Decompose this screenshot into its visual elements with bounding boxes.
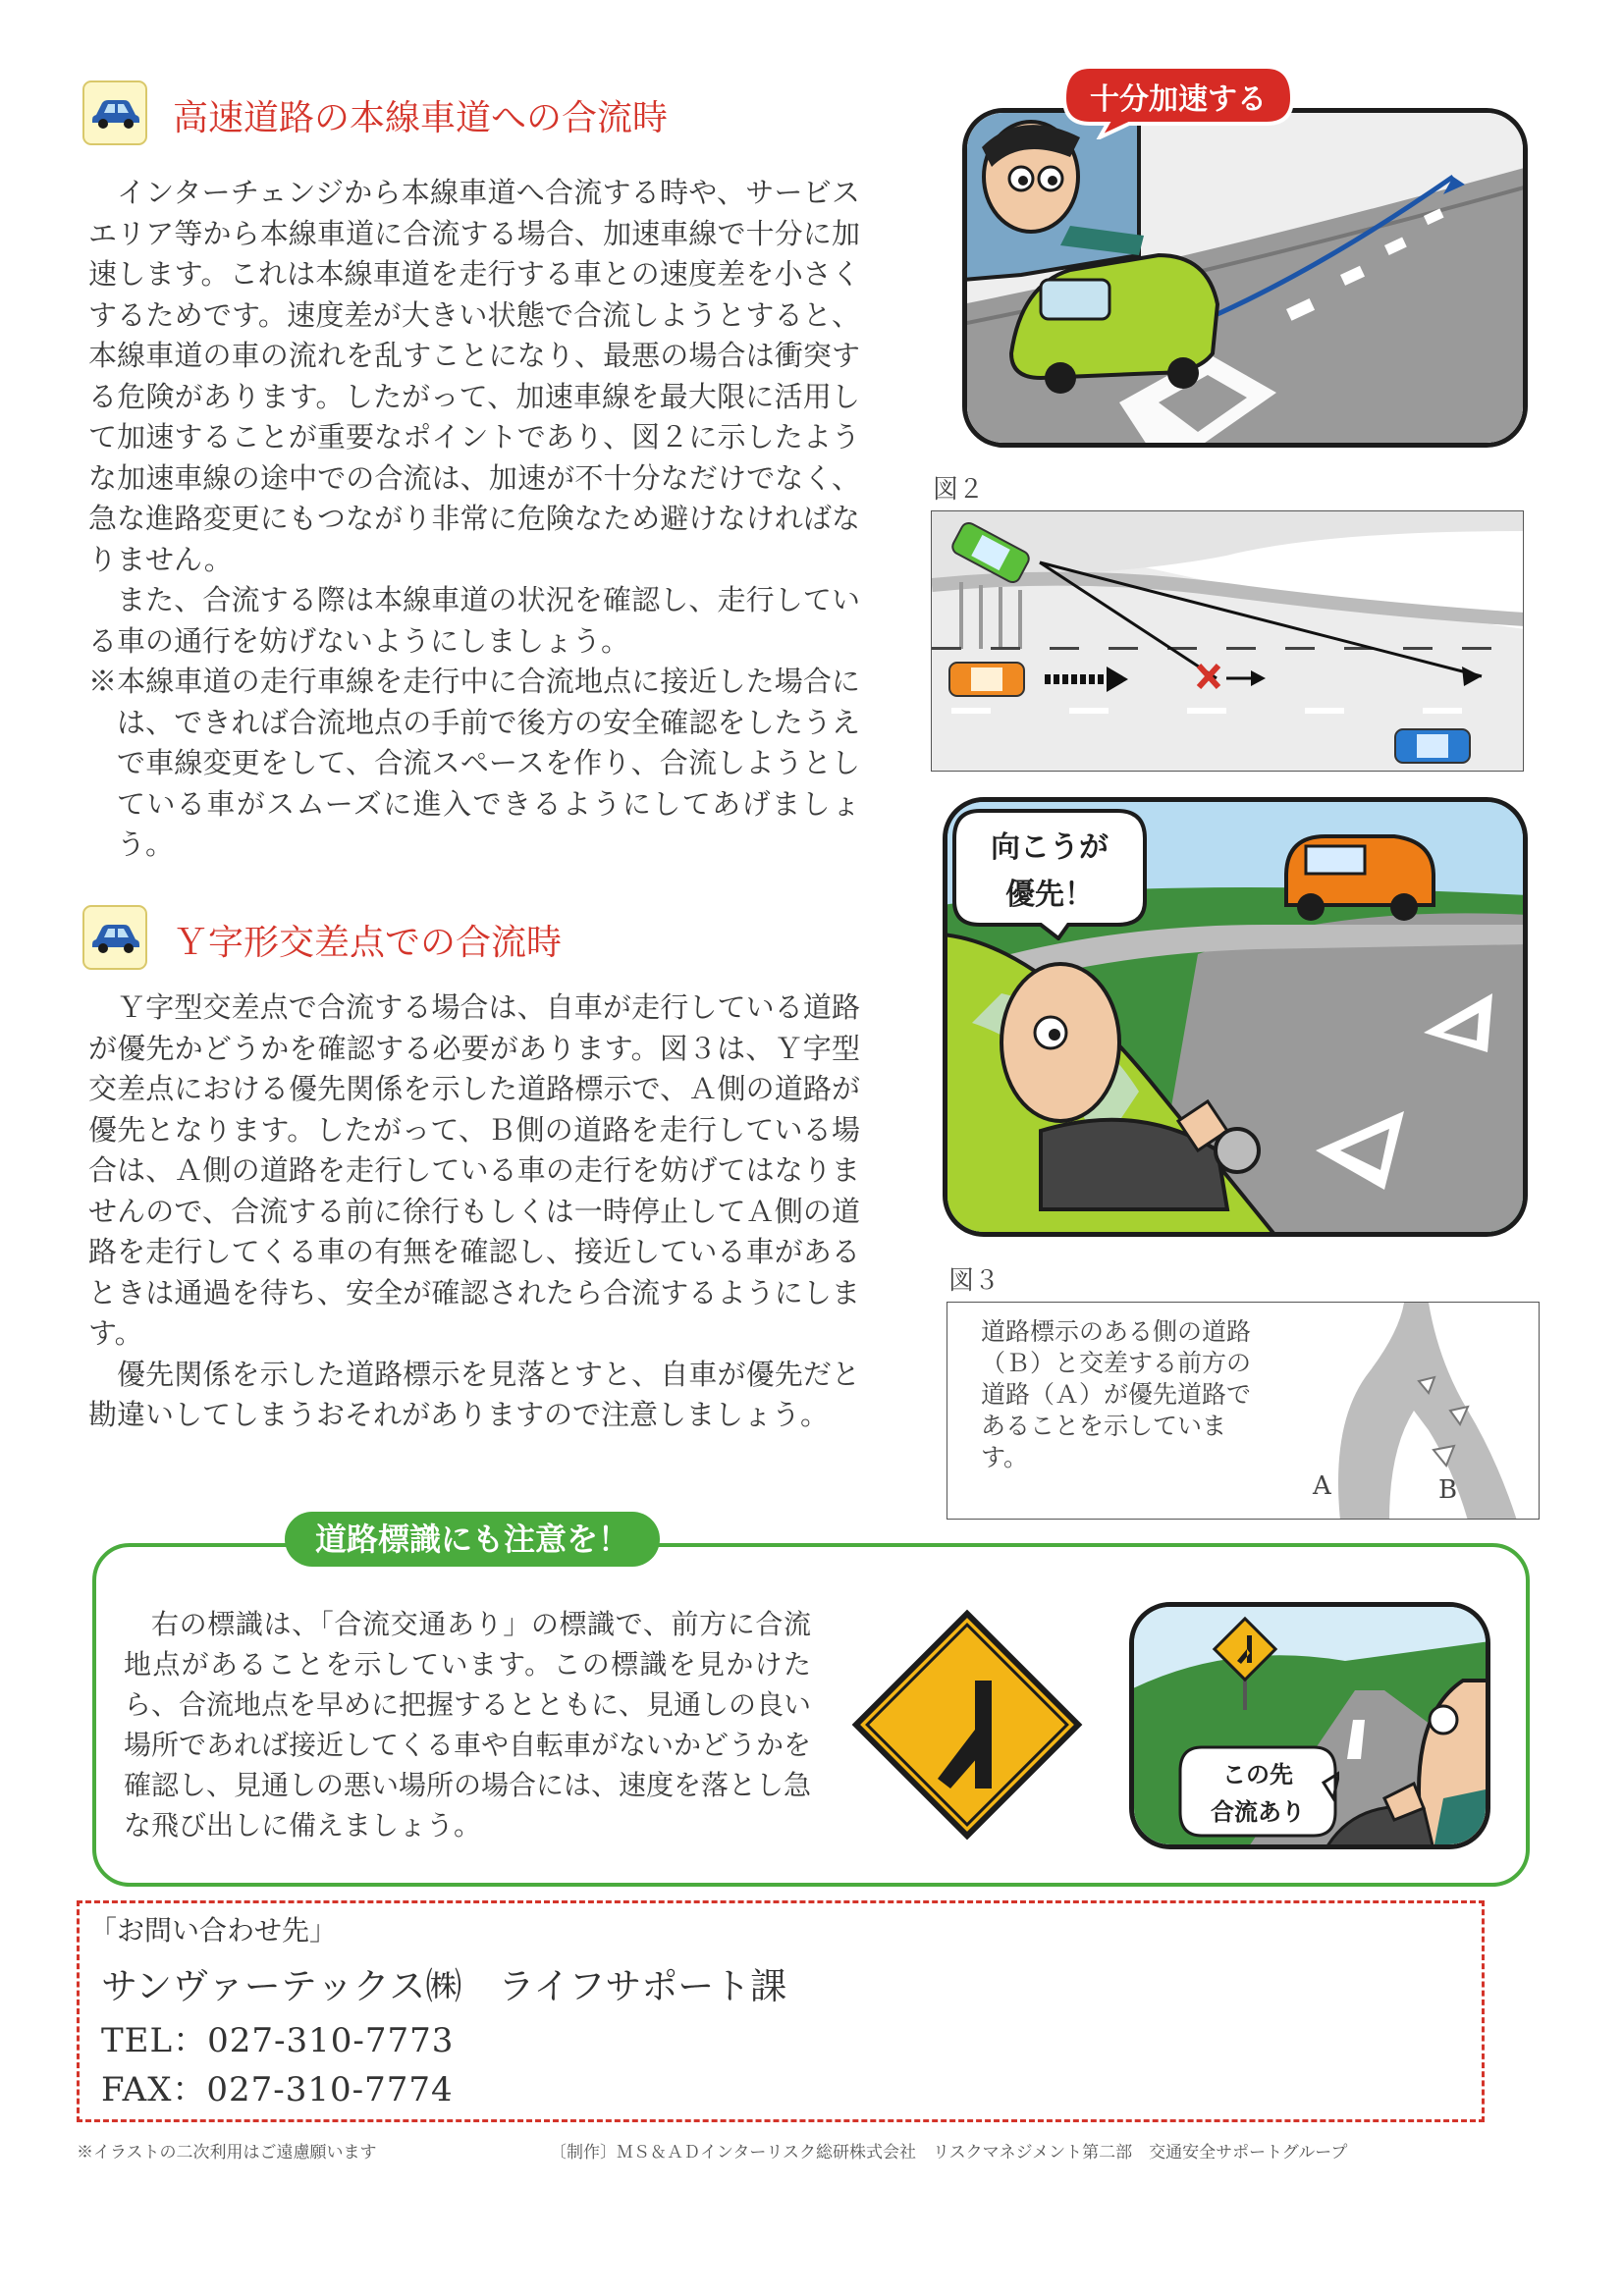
section2-body bbox=[88, 988, 860, 1436]
priority-bubble-line-1: 向こうが bbox=[991, 830, 1109, 865]
road-sign-notice-tab: 道路標識にも注意を！ bbox=[285, 1512, 660, 1567]
road-a-label: A bbox=[1313, 1471, 1331, 1501]
contact-company: サンヴァーテックス㈱ ライフサポート課 bbox=[101, 1965, 787, 2007]
road-b-label: B bbox=[1438, 1475, 1458, 1505]
merging-traffic-sign bbox=[844, 1602, 1090, 1847]
figure3-y-intersection-diagram bbox=[947, 1302, 1540, 1520]
section1-paragraph-1: インターチェンジから本線車道へ合流する時や、サービスエリア等から本線車道に合流する場合、加速車線で十分に加速します。これは本線車道を走行する車との速度差を小さくするためです。速度差が大きい状態で合流しようとすると、本線車道の車の流れを乱すことになり、最悪の場合は衝突する危険があります。したがって、加速車線を最大限に活用して加速することが重要なポイントであり、図２に示したような加速車線の途中での合流は、加速が不十分なだけでなく、急な進路変更にもつながり非常に危険なため避けなければなりません。 bbox=[88, 176, 860, 576]
priority-speech-bubble bbox=[950, 807, 1149, 940]
contact-fax: FAX：027-310-7774 bbox=[101, 2070, 454, 2109]
section1-title: 高速道路の本線車道への合流時 bbox=[173, 98, 669, 138]
section1-car-icon bbox=[82, 80, 147, 145]
accelerate-bubble-text: 十分加速する bbox=[1090, 82, 1267, 117]
contact-heading: 「お問い合わせ先」 bbox=[89, 1914, 338, 1947]
figure2-merge-diagram bbox=[931, 510, 1524, 772]
figure3-label: 図３ bbox=[948, 1266, 1001, 1296]
section2-title: Ｙ字形交差点での合流時 bbox=[173, 923, 563, 963]
merge-ahead-bubble-line-2: 合流あり bbox=[1211, 1798, 1305, 1826]
contact-phone: TEL：027-310-7773 bbox=[101, 2021, 455, 2060]
section2-car-icon bbox=[82, 905, 147, 970]
merge-ahead-speech-bubble bbox=[1176, 1743, 1339, 1842]
section1-paragraph-2: また、合流する際は本線車道の状況を確認し、走行している車の通行を妨げないようにしましょう。 bbox=[88, 583, 860, 658]
road-sign-notice-text: 右の標識は、「合流交通あり」の標識で、前方に合流地点があることを示しています。この標識を見かけたら、合流地点を早めに把握するとともに、見通しの良い場所であれば接近してくる車や自転車がないかどうかを確認し、見通しの悪い場所の場合には、速度を落とし急な飛び出しに備えましょう。 bbox=[124, 1608, 812, 1842]
merge-ahead-bubble-line-1: この先 bbox=[1222, 1761, 1293, 1789]
footer-producer-credit: 〔制作〕ＭＳ＆ＡＤインターリスク総研株式会社 リスクマネジメント第二部 交通安全サポートグループ bbox=[550, 2143, 1348, 2163]
footer-illustration-notice: ※イラストの二次利用はご遠慮願います bbox=[77, 2143, 377, 2163]
section2-paragraph-1: Ｙ字型交差点で合流する場合は、自車が走行している道路が優先かどうかを確認する必要があります。図３は、Ｙ字型交差点における優先関係を示した道路標示で、Ａ側の道路が優先となります。したがって、Ｂ側の道路を走行している場合は、Ａ側の道路を走行している車の走行を妨げてはなりませんので、合流する前に徐行もしくは一時停止してＡ側の道路を走行してくる車の有無を確認し、接近している車があるときは通過を待ち、安全が確認されたら合流するようにします。 bbox=[88, 990, 860, 1350]
figure2-label: 図２ bbox=[933, 475, 985, 505]
figure3-caption: 道路標示のある側の道路（Ｂ）と交差する前方の道路（Ａ）が優先道路であることを示しています。 bbox=[981, 1317, 1252, 1471]
section1-note: ※本線車道の走行車線を走行中に合流地点に接近した場合には、できれば合流地点の手前で後方の安全確認をしたうえで車線変更をして、合流スペースを作り、合流しようとしている車がスムーズに進入できるようにしてあげましょう。 bbox=[88, 665, 860, 861]
priority-bubble-line-2: 優先！ bbox=[1005, 878, 1094, 912]
contact-box bbox=[77, 1900, 1485, 2122]
merge-acceleration-illustration bbox=[962, 108, 1528, 448]
section2-paragraph-2: 優先関係を示した道路標示を見落とすと、自車が優先だと勘違いしてしまうおそれがありますので注意しましょう。 bbox=[88, 1357, 860, 1431]
section1-body bbox=[88, 173, 860, 866]
accelerate-speech-bubble bbox=[1060, 63, 1296, 139]
